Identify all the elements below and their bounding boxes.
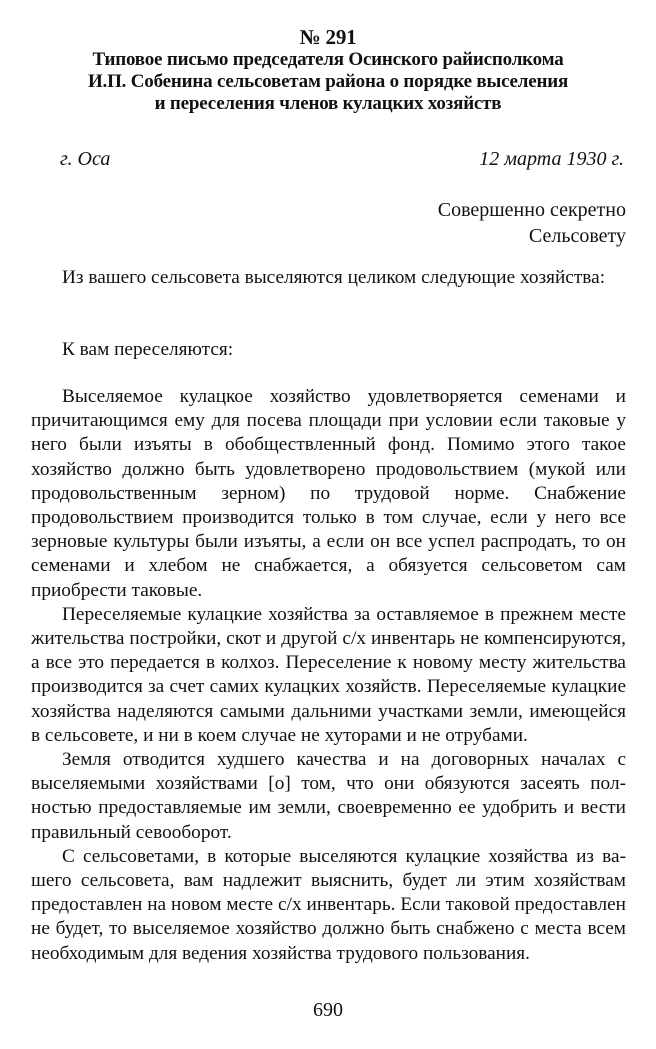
document-place: г. Оса [60, 148, 111, 170]
paragraph-households-resettled [31, 338, 626, 362]
document-date: 12 марта 1930 г. [479, 148, 624, 170]
paragraph: Земля отводится худшего качества и на договорных началах с выселяемыми хозяйствами [о] том, что они обязуются засеять полностью предоставляемые им земли, своевременно ее удобрить и вести правильный севооборот. [31, 749, 626, 843]
title-line: и переселения членов кулацких хозяйств [154, 93, 502, 114]
paragraph: С сельсоветами, в которые выселяются кулацкие хозяйства из вашего сельсовета, вам надлежит выяснить, будет ли этим хозяйствам предоставлен на новом месте с/х инвентарь. Если таковой предоставлен не будет, то выселяемое хозяйство должно быть снабжено с места всем необходимым для ведения хозяйства трудового пользования. [31, 845, 626, 964]
document-number: № 291 [299, 25, 357, 49]
paragraph-households-evicted [31, 266, 626, 290]
secrecy-mark: Совершенно секретно [437, 199, 626, 221]
main-text [31, 385, 626, 966]
paragraph: К вам переселяются: [62, 339, 234, 360]
paragraph: Из вашего сельсовета выселяются целиком следующие хозяйства: [62, 267, 606, 288]
addressee: Сельсовету [528, 225, 626, 247]
classification-block [438, 197, 626, 249]
title-line: И.П. Собенина сельсоветам района о порядке выселения [87, 71, 569, 92]
title-line: Типовое письмо председателя Осинского райисполкома [92, 49, 564, 70]
document-header [40, 26, 616, 115]
page-number: 690 [313, 999, 343, 1021]
paragraph: Переселяемые кулацкие хозяйства за оставляемое в прежнем месте жительства постройки, скот и другой с/х инвентарь не компенсируются, а все это передается в колхоз. Переселение к новому месту жительства производится за счет самих кулацких хозяйств. Переселяемые кулацкие хозяйства наделяются самыми дальними участками земли, имеющейся в сельсовете, и ни в коем случае не хуторами и не отрубами. [31, 603, 626, 746]
paragraph: Выселяемое кулацкое хозяйство удовлетворяется семенами и причитающимся ему для посева площади при условии если таковые у него были изъяты в обобществленный фонд. Помимо этого такое хозяйство должно быть удовлетворено продовольствием (мукой или продовольственным зерном) по трудовой норме. Снабжение продовольствием производится только в том случае, если у него все зерновые культуры были изъяты, а если он все успел распродать, то он семенами и хлебом не снабжается, а обязуется сельсоветом сам приобрести таковые. [31, 386, 626, 601]
